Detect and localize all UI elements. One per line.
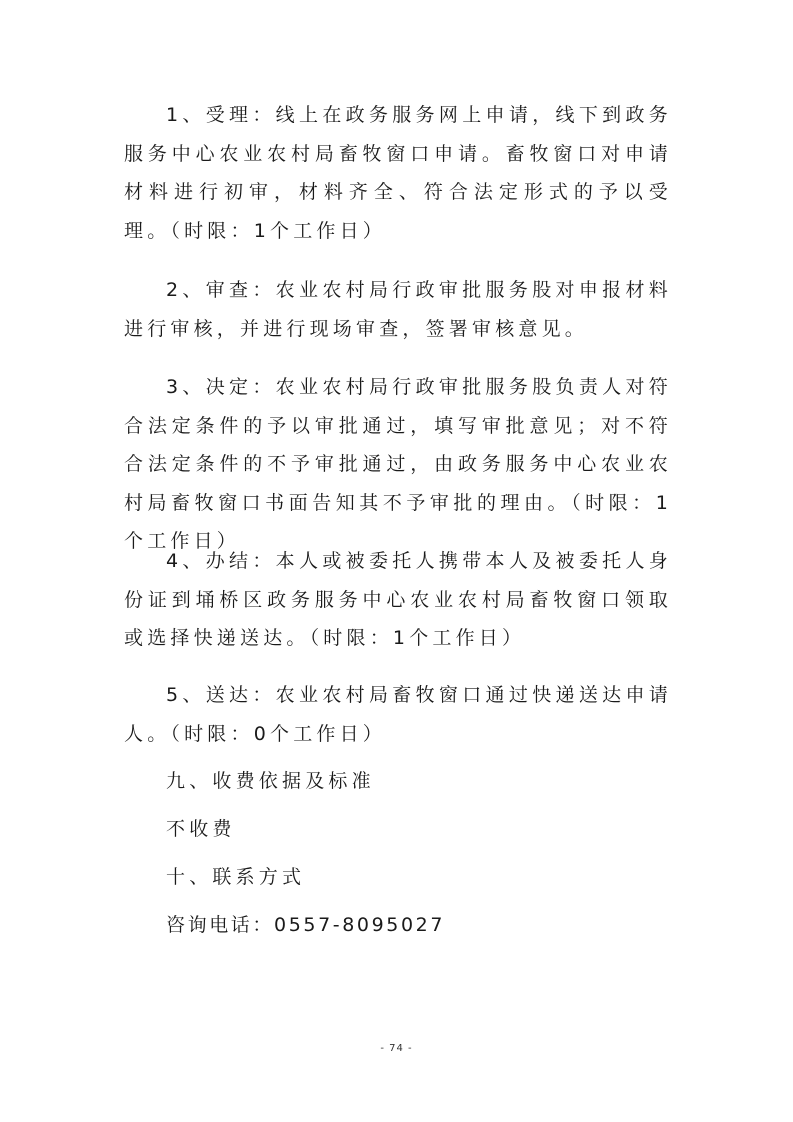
paragraph-step-decision: 3、决定：农业农村局行政审批服务股负责人对符合法定条件的予以审批通过，填写审批意见；对不符合法定条件的不予审批通过，由政务服务中心农业农村局畜牧窗口书面告知其不予审批的理由。（时限：1个工作日） bbox=[124, 376, 672, 552]
paragraph-step-review: 2、审查：农业农村局行政审批服务股对申报材料进行审核，并进行现场审查，签署审核意见。 bbox=[124, 279, 672, 340]
fee-text: 不收费 bbox=[166, 818, 236, 840]
paragraph-step-delivery: 5、送达：农业农村局畜牧窗口通过快递送达申请人。（时限：0个工作日） bbox=[124, 684, 672, 745]
section-heading-fees: 九、收费依据及标准 bbox=[166, 770, 375, 792]
section-heading-contact: 十、联系方式 bbox=[166, 866, 306, 888]
contact-phone: 咨询电话：0557-8095027 bbox=[166, 914, 446, 936]
paragraph-step-completion: 4、办结：本人或被委托人携带本人及被委托人身份证到埇桥区政务服务中心农业农村局畜牧窗口领取或选择快递送达。（时限：1个工作日） bbox=[124, 550, 672, 649]
page-number: - 74 - bbox=[380, 1043, 413, 1054]
paragraph-step-acceptance: 1、受理：线上在政务服务网上申请，线下到政务服务中心农业农村局畜牧窗口申请。畜牧窗口对申请材料进行初审，材料齐全、符合法定形式的予以受理。（时限：1个工作日） bbox=[124, 104, 672, 242]
